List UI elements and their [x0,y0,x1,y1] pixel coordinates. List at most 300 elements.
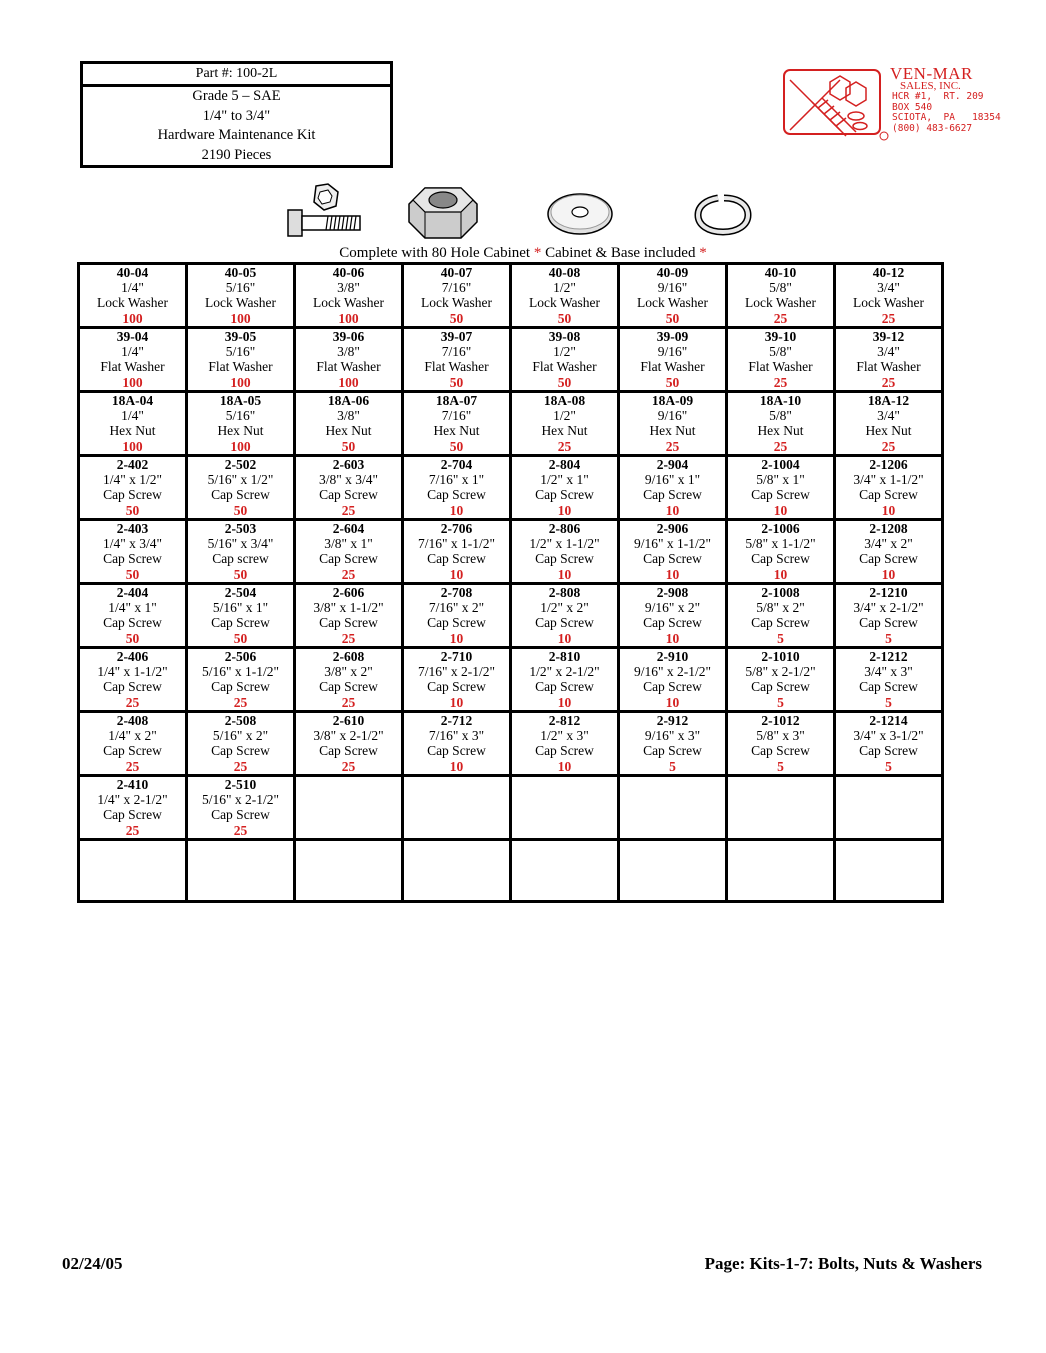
part-quantity: 25 [233,695,248,710]
part-number: 2-710 [440,649,473,664]
grid-cell [835,840,943,902]
grid-cell [511,840,619,902]
footer-page-label: Page: Kits-1-7: Bolts, Nuts & Washers [704,1254,982,1273]
part-size: 3/4" [877,344,900,359]
part-description: Cap Screw [643,743,702,758]
kit-piece-count: 2190 Pieces [201,146,272,163]
part-description: Cap Screw [319,551,378,566]
part-description: Cap Screw [859,487,918,502]
grid-row [79,712,943,776]
part-description: Cap Screw [859,743,918,758]
grid-cell [835,584,943,648]
part-description: Hex Nut [433,423,480,438]
lock-washer-icon [694,192,752,238]
part-quantity: 25 [233,823,248,838]
grid-cell [727,456,835,520]
part-size: 9/16" [657,344,688,359]
part-quantity: 50 [125,567,140,582]
part-quantity: 10 [665,695,680,710]
grid-cell [403,776,511,840]
part-description: Cap Screw [103,551,162,566]
part-description: Flat Washer [424,359,489,374]
part-description: Cap Screw [859,615,918,630]
grid-cell [79,456,187,520]
footer-date: 02/24/05 [62,1254,123,1273]
grid-cell [295,584,403,648]
part-quantity: 100 [338,311,359,326]
part-size: 5/8" x 2-1/2" [745,664,816,679]
part-size: 5/8" x 3" [756,728,805,743]
grid-row [79,456,943,520]
part-number: 2-1012 [761,713,800,728]
part-size: 9/16" [657,408,688,423]
part-quantity: 50 [125,631,140,646]
part-size: 3/8" x 1" [324,536,373,551]
grid-cell [79,392,187,456]
cap-screw-icon [284,182,366,244]
part-quantity: 25 [233,759,248,774]
grid-cell [511,264,619,328]
part-number: 39-06 [332,329,365,344]
kit-grade: Grade 5 – SAE [192,88,281,104]
grid-cell [187,456,295,520]
flat-washer-icon [545,190,615,238]
grid-cell [619,520,727,584]
part-quantity: 10 [449,631,464,646]
grid-cell [511,584,619,648]
part-size: 3/4" x 1-1/2" [853,472,924,487]
part-description: Cap Screw [643,551,702,566]
part-quantity: 10 [881,503,896,518]
part-number: 2-606 [332,585,365,600]
part-number: 39-04 [116,329,149,344]
part-quantity: 50 [233,503,248,518]
grid-cell [619,328,727,392]
part-number: 40-12 [872,265,905,280]
part-description: Lock Washer [852,295,924,310]
grid-cell [835,520,943,584]
part-quantity: 5 [669,759,676,774]
part-size: 9/16" x 2" [644,600,701,615]
grid-cell [187,264,295,328]
part-description: Hex Nut [649,423,696,438]
part-number: 2-502 [224,457,257,472]
part-quantity: 50 [449,375,464,390]
grid-cell [79,840,187,902]
grid-cell [619,264,727,328]
part-quantity: 10 [557,759,572,774]
grid-cell [835,648,943,712]
grid-cell [295,392,403,456]
grid-row [79,840,943,902]
part-size: 1/2" x 1-1/2" [529,536,600,551]
part-size: 7/16" x 1-1/2" [417,536,496,551]
part-number: 39-12 [872,329,905,344]
part-description: Cap Screw [103,679,162,694]
part-size: 5/8" x 2" [756,600,805,615]
grid-cell [79,584,187,648]
caption-text-middle: Cabinet & Base included [541,245,700,261]
part-description: Cap Screw [643,615,702,630]
part-number: 2-1006 [761,521,800,536]
part-description: Cap Screw [535,679,594,694]
part-quantity: 25 [125,759,140,774]
part-size: 5/16" x 1/2" [207,472,274,487]
part-info-box [80,61,393,168]
part-number: 18A-08 [543,393,586,408]
grid-cell [835,456,943,520]
part-size: 1/2" x 3" [540,728,589,743]
part-quantity: 50 [341,439,356,454]
part-quantity: 25 [341,695,356,710]
grid-cell [187,392,295,456]
grid-cell [727,584,835,648]
part-description: Flat Washer [748,359,813,374]
part-number: 40-10 [764,265,797,280]
grid-cell [295,712,403,776]
part-number: 2-603 [332,457,365,472]
part-size: 1/4" [121,280,144,295]
part-description: Flat Washer [640,359,705,374]
part-size: 7/16" [441,280,472,295]
part-quantity: 5 [777,759,784,774]
part-description: Cap Screw [211,487,270,502]
part-number: 2-1210 [869,585,908,600]
grid-cell [295,776,403,840]
part-quantity: 25 [665,439,680,454]
grid-cell [187,584,295,648]
part-quantity: 10 [557,503,572,518]
part-size: 5/8" x 1" [756,472,805,487]
grid-cell [79,776,187,840]
part-description: Flat Washer [208,359,273,374]
grid-cell [295,456,403,520]
part-description: Cap Screw [211,615,270,630]
grid-cell [403,584,511,648]
part-size: 1/4" x 2-1/2" [97,792,168,807]
grid-cell [619,648,727,712]
grid-cell [187,328,295,392]
address-line: BOX 540 [892,101,933,113]
grid-cell [619,712,727,776]
grid-cell [295,264,403,328]
part-size: 1/2" [553,408,576,423]
part-number: Part #: 100-2L [83,64,390,87]
grid-cell [835,776,943,840]
part-description: Cap Screw [535,743,594,758]
part-description: Cap Screw [211,743,270,758]
grid-cell [187,712,295,776]
part-size: 3/4" [877,408,900,423]
grid-cell [403,456,511,520]
part-description: Cap Screw [751,487,810,502]
part-size: 9/16" x 3" [644,728,701,743]
part-description: Lock Washer [96,295,168,310]
part-number: 2-503 [224,521,257,536]
part-number: 40-05 [224,265,257,280]
grid-cell [79,328,187,392]
part-description: Cap Screw [427,551,486,566]
part-quantity: 100 [338,375,359,390]
part-size: 5/8" [769,344,792,359]
grid-cell [511,392,619,456]
part-number: 2-908 [656,585,689,600]
grid-cell [403,712,511,776]
grid-cell [727,328,835,392]
grid-cell [295,648,403,712]
part-size: 5/8" [769,280,792,295]
part-quantity: 25 [125,695,140,710]
grid-cell [727,840,835,902]
part-size: 5/16" [225,344,256,359]
part-size: 5/8" x 1-1/2" [745,536,816,551]
part-quantity: 50 [665,375,680,390]
grid-row [79,392,943,456]
part-number: 18A-06 [327,393,370,408]
part-description: Cap Screw [751,679,810,694]
part-number: 40-09 [656,265,689,280]
part-number: 2-910 [656,649,689,664]
part-size: 9/16" x 2-1/2" [633,664,712,679]
kit-title: Hardware Maintenance Kit [157,127,316,143]
grid-cell [187,648,295,712]
part-size: 9/16" x 1" [644,472,701,487]
part-number: 40-06 [332,265,365,280]
part-size: 3/8" x 2-1/2" [313,728,384,743]
part-quantity: 5 [885,695,892,710]
part-number: 2-1008 [761,585,800,600]
grid-cell [511,776,619,840]
part-number: 40-08 [548,265,581,280]
grid-cell [727,520,835,584]
company-logo [782,64,1007,144]
grid-cell [511,456,619,520]
part-description: Cap Screw [319,487,378,502]
part-quantity: 10 [881,567,896,582]
part-size: 5/8" [769,408,792,423]
part-number: 2-904 [656,457,689,472]
grid-cell [727,776,835,840]
part-number: 2-506 [224,649,257,664]
part-description: Lock Washer [744,295,816,310]
part-quantity: 25 [341,631,356,646]
grid-cell [619,456,727,520]
part-quantity: 10 [773,503,788,518]
part-size: 9/16" x 1-1/2" [633,536,712,551]
part-quantity: 10 [557,567,572,582]
address-line: HCR #1, RT. 209 [892,91,984,102]
grid-cell [295,520,403,584]
part-number: 2-706 [440,521,473,536]
part-size: 3/8" x 2" [324,664,373,679]
part-description: Lock Washer [420,295,492,310]
grid-row [79,328,943,392]
part-number: 40-04 [116,265,149,280]
grid-cell [187,840,295,902]
part-number: 2-1004 [761,457,800,472]
part-description: Flat Washer [100,359,165,374]
part-size: 3/4" x 3-1/2" [853,728,924,743]
part-quantity: 10 [665,503,680,518]
part-quantity: 100 [230,439,251,454]
part-size: 1/4" x 3/4" [102,536,163,551]
parts-grid [77,262,944,903]
address-line: (800) 483-6627 [892,122,973,134]
part-size: 3/8" [337,408,360,423]
part-size: 1/4" [121,344,144,359]
part-size: 1/4" x 1/2" [102,472,163,487]
part-description: Flat Washer [856,359,921,374]
part-description: Cap Screw [103,743,162,758]
part-number: 2-402 [116,457,149,472]
grid-cell [511,712,619,776]
part-number: 2-508 [224,713,257,728]
grid-cell [403,840,511,902]
part-size: 3/8" [337,280,360,295]
part-quantity: 10 [449,759,464,774]
address-line: SCIOTA, PA 18354 [892,112,1001,123]
part-number: 2-708 [440,585,473,600]
grid-cell [295,328,403,392]
part-number: 2-608 [332,649,365,664]
grid-cell [403,520,511,584]
grid-row [79,520,943,584]
grid-cell [835,712,943,776]
logo-mark-icon [782,68,890,144]
part-description: Hex Nut [757,423,804,438]
caption-star: * [699,245,707,261]
grid-cell [511,648,619,712]
part-quantity: 25 [341,503,356,518]
part-number: 18A-05 [219,393,262,408]
grid-row [79,776,943,840]
kit-size-range: 1/4" to 3/4" [202,107,271,124]
grid-cell [619,776,727,840]
part-size: 9/16" [657,280,688,295]
part-quantity: 10 [665,567,680,582]
part-quantity: 25 [881,311,896,326]
cabinet-caption [0,245,1046,262]
grid-cell [727,264,835,328]
part-number: 2-1212 [869,649,908,664]
hex-nut-icon [407,184,479,242]
part-description: Hex Nut [541,423,588,438]
grid-cell [403,648,511,712]
part-description: Cap Screw [103,807,162,822]
grid-cell [619,584,727,648]
part-number: 2-810 [548,649,581,664]
part-size: 1/4" x 1" [108,600,157,615]
part-quantity: 10 [557,631,572,646]
caption-star: * [533,245,542,261]
grid-cell [187,520,295,584]
part-quantity: 5 [885,631,892,646]
part-description: Lock Washer [312,295,384,310]
part-description: Cap Screw [103,615,162,630]
part-quantity: 100 [122,311,143,326]
part-quantity: 10 [665,631,680,646]
part-size: 5/16" [225,408,256,423]
part-size: 7/16" x 2-1/2" [417,664,496,679]
part-number: 18A-12 [867,393,910,408]
grid-cell [79,712,187,776]
part-number: 18A-07 [435,393,478,408]
part-number: 2-912 [656,713,689,728]
part-number: 2-410 [116,777,149,792]
part-number: 2-1010 [761,649,800,664]
grid-cell [619,840,727,902]
grid-cell [511,520,619,584]
part-description: Cap Screw [751,551,810,566]
part-number: 39-05 [224,329,257,344]
part-number: 2-1214 [869,713,908,728]
company-address [892,92,1001,134]
part-quantity: 25 [773,311,788,326]
part-quantity: 100 [122,375,143,390]
part-description: Cap Screw [427,615,486,630]
part-size: 7/16" [441,408,472,423]
part-number: 40-07 [440,265,473,280]
part-description: Lock Washer [528,295,600,310]
part-description: Cap Screw [751,743,810,758]
part-size: 5/16" x 1-1/2" [201,664,280,679]
part-description: Cap Screw [643,679,702,694]
part-description: Flat Washer [532,359,597,374]
grid-row [79,584,943,648]
part-size: 1/2" x 2-1/2" [529,664,600,679]
part-number: 2-610 [332,713,365,728]
part-size: 5/16" x 2-1/2" [201,792,280,807]
part-quantity: 50 [557,311,572,326]
part-quantity: 5 [777,695,784,710]
grid-cell [835,264,943,328]
part-description: Cap Screw [427,743,486,758]
part-size: 1/4" x 1-1/2" [97,664,168,679]
part-quantity: 25 [881,439,896,454]
part-description: Cap Screw [643,487,702,502]
part-quantity: 50 [125,503,140,518]
part-size: 3/8" [337,344,360,359]
part-number: 2-906 [656,521,689,536]
hardware-icons [0,182,1046,244]
part-description: Cap Screw [751,615,810,630]
part-quantity: 25 [341,759,356,774]
part-number: 2-404 [116,585,149,600]
part-size: 3/4" x 3" [864,664,913,679]
part-size: 5/16" x 2" [212,728,269,743]
part-description: Hex Nut [325,423,372,438]
grid-cell [835,392,943,456]
part-description: Hex Nut [217,423,264,438]
grid-cell [187,776,295,840]
part-size: 1/2" x 2" [540,600,589,615]
part-number: 18A-09 [651,393,694,408]
part-size: 7/16" x 1" [428,472,485,487]
part-description: Cap Screw [535,487,594,502]
part-number: 2-704 [440,457,473,472]
part-size: 3/4" x 2" [864,536,913,551]
part-description: Cap Screw [319,615,378,630]
grid-cell [295,840,403,902]
part-description: Cap Screw [535,615,594,630]
part-number: 2-510 [224,777,257,792]
grid-cell [619,392,727,456]
grid-cell [511,328,619,392]
part-size: 1/2" [553,280,576,295]
part-quantity: 25 [773,439,788,454]
part-number: 2-504 [224,585,257,600]
part-size: 7/16" x 3" [428,728,485,743]
